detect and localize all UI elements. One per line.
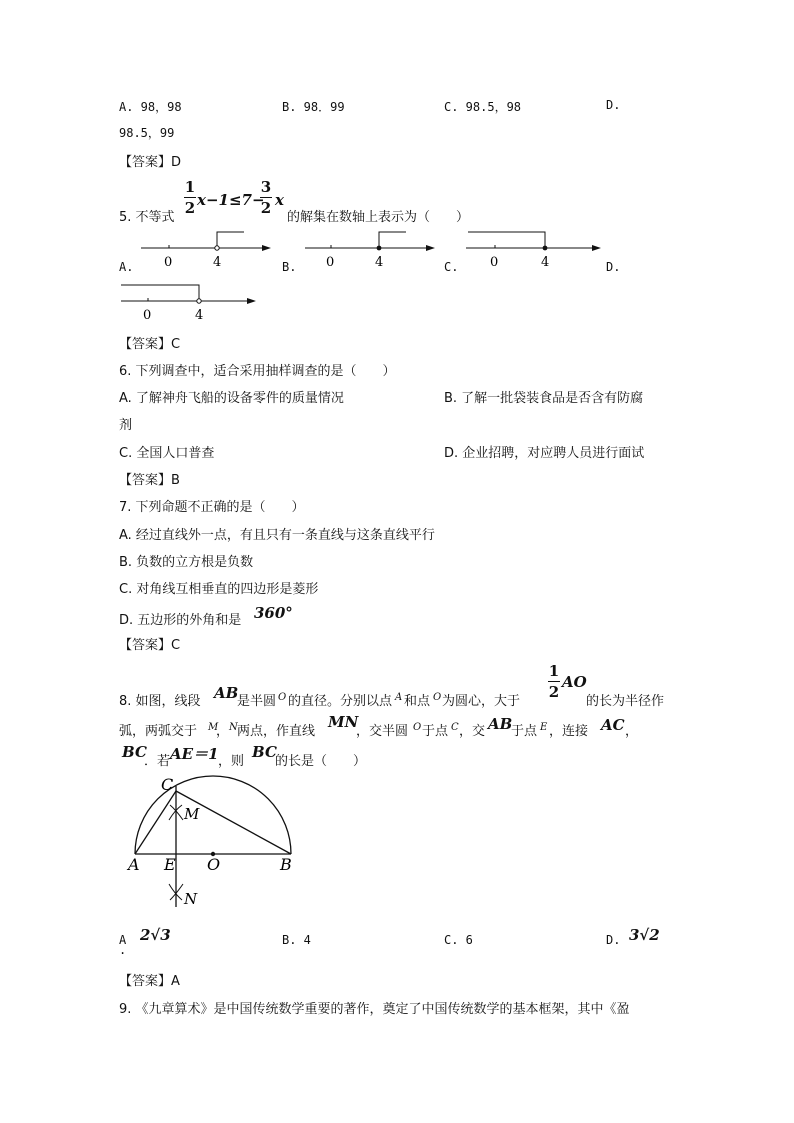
q6-answer: 【答案】B: [119, 473, 180, 488]
tick-4: 4: [195, 308, 204, 323]
number-line-a: [138, 227, 272, 273]
q8-line1-a: 8. 如图，线段: [119, 694, 201, 709]
q8-option-d-math: 3√2: [629, 926, 660, 944]
q8-o: O: [278, 692, 287, 703]
q8-line2-c: 两点，作直线: [237, 724, 316, 739]
q8-line2-a: 弧，两弧交于: [119, 724, 198, 739]
q5-expr-mid: x−1≤7−: [197, 191, 265, 209]
q5-fraction-three-halves: 3 2: [260, 178, 272, 217]
q8-math-ab-2: AB: [488, 715, 513, 733]
q8-line2-i: ，: [625, 724, 639, 739]
tick-0: 0: [164, 255, 173, 270]
q8-math-bc-2: BC: [252, 743, 277, 761]
q8-line1-f: 的长为半径作: [586, 694, 665, 709]
q8-math-mn: MN: [328, 713, 359, 731]
label-a: A: [128, 855, 140, 874]
q8-c: C: [451, 722, 459, 733]
q7-stem: 7. 下列命题不正确的是（ ）: [119, 500, 305, 515]
q5-expr-end: x: [275, 191, 284, 209]
q8-line3-b: ，则: [218, 754, 245, 769]
q4-option-d: D.: [606, 98, 621, 112]
q5-option-d: D.: [606, 260, 621, 274]
q9-stem: 9. 《九章算术》是中国传统数学重要的著作，奠定了中国传统数学的基本框架，其中《盈: [119, 1002, 630, 1017]
q8-answer: 【答案】A: [119, 974, 180, 989]
q5-answer: 【答案】C: [119, 337, 181, 352]
q8-a: A: [395, 692, 403, 703]
tick-0: 0: [326, 255, 335, 270]
q5-tail: 的解集在数轴上表示为（ ）: [287, 210, 470, 225]
tick-0: 0: [143, 308, 152, 323]
q8-line3-c: 的长是（ ）: [275, 754, 367, 769]
tick-4: 4: [213, 255, 222, 270]
q7-option-a: A. 经过直线外一点，有且只有一条直线与这条直线平行: [119, 528, 435, 543]
q8-fraction-half: 1 2: [548, 662, 560, 701]
q8-line1-b: 是半圆: [237, 694, 277, 709]
q4-answer: 【答案】D: [119, 155, 182, 170]
q4-option-a: A. 98，98: [119, 100, 182, 114]
q8-math-bc: BC: [122, 743, 147, 761]
q8-math-ae: AE＝1: [170, 745, 219, 763]
q8-line1-d: 和点: [404, 694, 431, 709]
q5-number: 5. 不等式: [119, 210, 175, 225]
q6-option-b: B. 了解一批袋装食品是否含有防腐: [444, 391, 644, 406]
q6-stem: 6. 下列调查中，适合采用抽样调查的是（ ）: [119, 364, 396, 379]
q8-math-ao: AO: [562, 673, 587, 691]
q6-option-a: A. 了解神舟飞船的设备零件的质量情况: [119, 391, 344, 406]
label-n: N: [184, 890, 198, 908]
q7-option-c: C. 对角线互相垂直的四边形是菱形: [119, 582, 319, 597]
q8-line2-g: 于点: [511, 724, 538, 739]
tick-4: 4: [375, 255, 384, 270]
q8-math-ac: AC: [601, 716, 625, 734]
q8-math-ab: AB: [214, 684, 239, 702]
q7-option-d-math: 360°: [254, 604, 293, 622]
q8-o-3: O: [413, 722, 422, 733]
label-c: C: [161, 775, 174, 794]
tick-0: 0: [490, 255, 499, 270]
number-line-d: [118, 280, 258, 326]
q8-line2-d: ，交半圆: [356, 724, 409, 739]
q6-option-b-cont: 剂: [119, 418, 133, 433]
q5-fraction-half: 1 2: [184, 178, 196, 217]
q7-option-b: B. 负数的立方根是负数: [119, 555, 254, 570]
label-e: E: [164, 855, 176, 874]
number-line-b: [302, 227, 436, 273]
q8-option-a-dot: .: [119, 943, 127, 957]
q8-option-a-math: 2√3: [140, 926, 171, 944]
q5-option-b: B.: [282, 260, 297, 274]
q5-option-a: A.: [119, 260, 134, 274]
q7-answer: 【答案】C: [119, 638, 181, 653]
q8-e: E: [540, 722, 548, 733]
q4-option-c: C. 98.5，98: [444, 100, 522, 114]
q8-m: M: [208, 722, 219, 733]
number-line-c: [463, 227, 603, 273]
q6-option-c: C. 全国人口普查: [119, 446, 215, 461]
q8-line2-h: ，连接: [549, 724, 589, 739]
q5-option-c: C.: [444, 260, 459, 274]
q8-line2-e: 于点: [422, 724, 449, 739]
q4-option-d-value: 98.5，99: [119, 126, 175, 140]
q8-option-a: A: [119, 933, 127, 947]
tick-4: 4: [541, 255, 550, 270]
q8-option-b: B. 4: [282, 933, 311, 947]
q8-line3-a: ．若: [144, 754, 171, 769]
q8-line1-c: 的直径。分别以点: [288, 694, 393, 709]
q8-o-2: O: [433, 692, 442, 703]
q8-line2-b: ，: [216, 724, 230, 739]
q8-line2-f: ，交: [459, 724, 486, 739]
label-o: O: [207, 855, 221, 874]
q4-option-b: B. 98．99: [282, 100, 345, 114]
q6-option-d: D. 企业招聘，对应聘人员进行面试: [444, 446, 645, 461]
q7-option-d: D. 五边形的外角和是: [119, 613, 242, 628]
q8-option-c: C. 6: [444, 933, 473, 947]
label-b: B: [280, 855, 292, 874]
q8-n: N: [229, 722, 238, 733]
q8-option-d: D.: [606, 933, 621, 947]
semicircle-figure: [120, 770, 310, 915]
label-m: M: [184, 805, 200, 823]
q8-line1-e: 为圆心，大于: [442, 694, 521, 709]
